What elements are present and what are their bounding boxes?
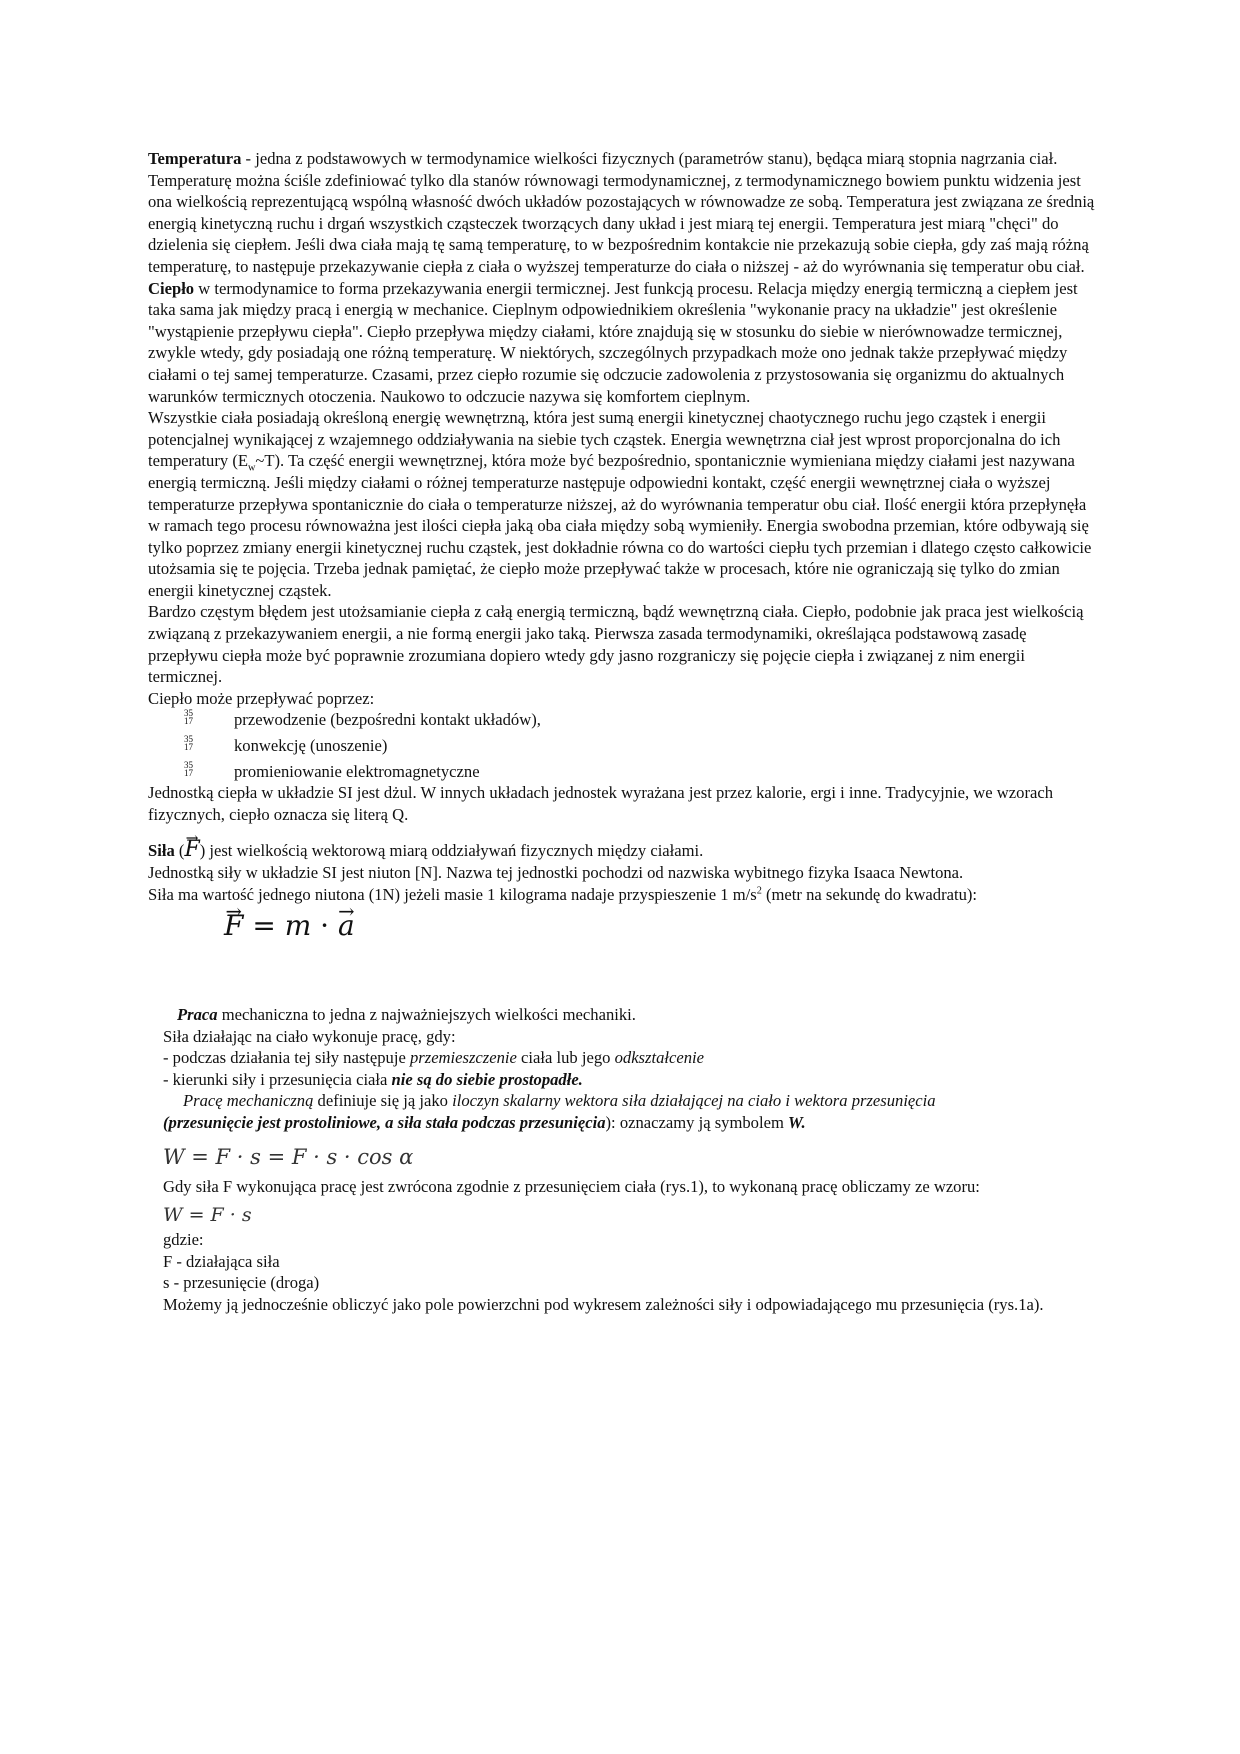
praca-condition-2: - kierunki siły i przesunięcia ciała nie są do siebie prostopadłe. (163, 1069, 583, 1089)
main-text-block (148, 148, 1098, 942)
temperatura-paragraph (148, 148, 1098, 278)
work-formula-dot-product: W = F · s = F · s · cos α (163, 1144, 414, 1169)
przeplyw-intro: Ciepło może przepływać poprzez: (148, 688, 375, 708)
cieplo-term: Ciepło (148, 278, 195, 298)
blad-paragraph: Bardzo częstym błędem jest utożsamianie ciepła z całą energią termiczną, bądź wewnętrzną ciała. Ciepło, podobnie jak praca jest wielkością związaną z przekazywaniem energii, a nie formą energii jako taką. Pierwsza zasada termodynamiki, określająca podstawową zasadę przepływu ciepła może być poprawnie zrozumiana dopiero wtedy gdy jasno rozgraniczy się pojęcie ciepła i związanej z nim energii termicznej. (148, 602, 1084, 687)
cieplo-paragraph (148, 278, 1098, 408)
bullet-text: konwekcję (unoszenie) (234, 736, 388, 756)
praca-gdy-paragraph: Gdy siła F wykonująca pracę jest zwrócona zgodnie z przesunięciem ciała (rys.1), to wykonaną pracę obliczamy ze wzoru: (163, 1176, 980, 1196)
work-formula-simple: W = F · s (163, 1204, 252, 1227)
exponent: 2 (756, 885, 762, 897)
bullet-text: przewodzenie (bezpośredni kontakt układów), (234, 710, 541, 730)
praca-section (163, 1004, 1098, 1316)
praca-conditions-intro: Siła działając na ciało wykonuje pracę, gdy: (163, 1026, 456, 1046)
newton-formula: → F = m · → a (224, 911, 1098, 942)
pole-paragraph: Możemy ją jednocześnie obliczyć jako pole powierzchni pod wykresem zależności siły i odpowiadającego mu przesunięcia (rys.1a). (163, 1294, 1044, 1314)
cieplo-body: w termodynamice to forma przekazywania energii termicznej. Jest funkcją procesu. Relacja między energią termiczną a ciepłem jest taka sama jak między pracą i energią w mechanice. Cieplnym odpowiednikiem określenia "wykonanie pracy na układzie" jest określenie "wystąpienie przepływu ciepła". Ciepło przepływa między ciałami, które znajdują się w stosunku do siebie w nierównowadze termicznej, zwykle wtedy, gdy posiadają one różną temperaturę. W niektórych, szczególnych przypadkach może ono jednak także przepływać między ciałami o tej samej temperaturze. Czasami, przez ciepło rozumie się odczucie zadowolenia z przystosowania się organizmu do aktualnych warunków termicznych otoczenia. Naukowo to odczucie nazywa się komfortem cieplnym. (148, 278, 1078, 406)
energia-part2: ~T). Ta część energii wewnętrznej, która może być bezpośrednio, spontanicznie wymieniana między ciałami jest nazywana energią termiczną. Jeśli między ciałami o różnej temperaturze następuje odpowiedni kontakt, część energii wewnętrznej ciała o wyższej temperaturze przepływa spontanicznie do ciała o temperaturze niższej, aż do wyrównania temperatur obu ciał. Ilość energii która przepłynęła w ramach tego procesu równoważna jest ilości ciepła jaką oba ciała między sobą wymieniły. Energia swobodna przemian, które odbywają się tylko poprzez zmiany energii kinetycznej ruchu cząstek, jest dokładnie równa co do wartości ciepłu tych przemian i dlatego często całkowicie utożsamia się te pojęcia. Trzeba jednak pamiętać, że ciepło może przepływać także w procesach, które nie ograniczają się tylko do zmian energii kinetycznej cząstek. (148, 451, 1092, 600)
bullet-text: promieniowanie elektromagnetyczne (234, 761, 480, 781)
bullet-item (148, 709, 1098, 731)
sila-unit-paragraph: Jednostką siły w układzie SI jest niuton [N]. Nazwa tej jednostki pochodzi od nazwiska wybitnego fizyka Isaaca Newtona. (148, 863, 964, 882)
sila-term: Siła (148, 841, 175, 861)
energia-part1: Wszystkie ciała posiadają określoną energię wewnętrzną, która jest sumą energii kinetycznej chaotycznego ruchu jego cząstek i energii potencjalnej wynikającej z wzajemnego oddziaływania na siebie tych cząstek. Energia wewnętrzna ciał jest wprost proporcjonalna do ich temperatury (E (148, 408, 1061, 471)
temperatura-term: Temperatura (148, 149, 242, 168)
sila-definition-paragraph: Siła ma wartość jednego niutona (1N) jeżeli masie 1 kilograma nadaje przyspieszenie 1 $m/s^2$ (metr na sekundę do kwadratu): (148, 884, 978, 904)
jednostka-ciepla-paragraph: Jednostką ciepła w układzie SI jest dżul. W innych układach jednostek wyrażana jest przez kalorie, ergi i inne. Tradycyjnie, we wzorach fizycznych, ciepło oznacza się literą Q. (148, 783, 1053, 824)
praca-definition: Pracę mechaniczną definiuje się ją jako iloczyn skalarny wektora siła działającej na ciało i wektora przesunięcia (przesunięcie jest prostoliniowe, a siła stała podczas przesunięcia): oznaczamy ją symbolem W. (163, 1091, 936, 1132)
energia-paragraph (148, 407, 1098, 601)
temperatura-body: - jedna z podstawowych w termodynamice wielkości fizycznych (parametrów stanu), będąca miarą stopnia nagrzania ciał. Temperaturę można ściśle zdefiniować tylko dla stanów równowagi termodynamicznej, z termodynamicznego bowiem punktu widzenia jest ona wielkością reprezentującą wspólną własność dwóch układów pozostających w równowadze ze sobą. Temperatura jest związana ze średnią energią kinetyczną ruchu i drgań wszystkich cząsteczek tworzących dany układ i jest miarą tej energii. Temperatura jest miarą "chęci" do dzielenia się ciepłem. Jeśli dwa ciała mają tę samą temperaturę, to w bezpośrednim kontakcie nie przekazują sobie ciepła, gdy zaś mają różną temperaturę, to następuje przekazywanie ciepła z ciała o wyższej temperaturze do ciała o niższej - aż do wyrównania się temperatur obu ciał. (148, 149, 1095, 276)
bullet-symbol: 35 17 (184, 759, 193, 778)
f-definition: F - działająca siła (163, 1251, 280, 1271)
force-vector-symbol: → F (184, 839, 199, 861)
praca-term: Praca (177, 1005, 218, 1024)
bullet-item (148, 735, 1098, 757)
praca-condition-1: - podczas działania tej siły następuje przemieszczenie ciała lub jego odkształcenie (163, 1048, 704, 1068)
energia-subscript: w (247, 462, 256, 474)
sila-paragraph: Siła (→ F) jest wielkością wektorową miarą oddziaływań fizycznych między ciałami. (148, 839, 1098, 862)
bullet-symbol: 35 17 (184, 708, 193, 727)
bullet-item (148, 761, 1098, 783)
sila-body: ) jest wielkością wektorową miarą oddziaływań fizycznych między ciałami. (199, 841, 704, 861)
bullet-symbol: 35 17 (184, 734, 193, 753)
s-definition: s - przesunięcie (droga) (163, 1273, 320, 1293)
praca-intro: Praca mechaniczna to jedna z najważniejszych wielkości mechaniki. (177, 1005, 636, 1024)
gdzie-label: gdzie: (163, 1230, 204, 1250)
